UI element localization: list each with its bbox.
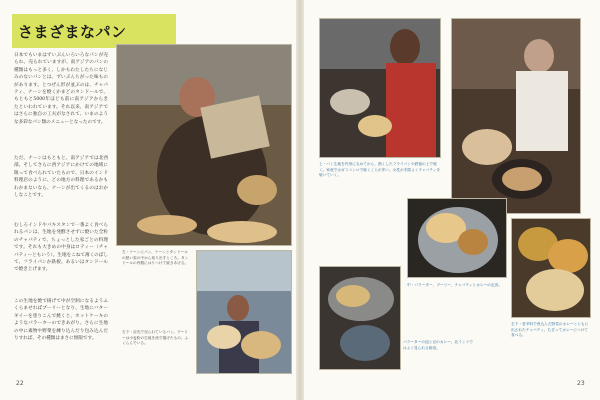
woman-cooking-photo: [319, 18, 441, 158]
body-paragraph: この生地を焼で揚げて中が空洞になるようふくらませればプーリーとなり、生地にバターギイーを塗りこんで焼くと、ホットケーキのようなパラーターのできあがり。さらに生地の中に素物や野菜を練り込んだり包み込んだりすれば、その種類はまさに無限です。: [14, 299, 108, 342]
bread-vendor-photo: [196, 250, 292, 374]
thali-plate-photo: [407, 198, 507, 278]
caption-right-mid: 中・パラーター、プーリー、チャパティとカレーの定食。: [407, 283, 503, 287]
caption-left-bottom: 左下・店先で売られているパン。プーリーは小麦粉の生地を油で揚げたもの。ふくらんでいる。: [122, 330, 189, 346]
right-page: [301, 0, 600, 400]
body-paragraph: ただ、ナーンはもともと、南アジアでは北西部、そしてさらに西アジアにかけての地域に限って食べられていたもので、日本のインド料理店のように、どの地方の料理であるかもわかまないなら、ナーンが出てくるのはおかしなことです。: [14, 156, 108, 199]
curry-chapati-photo: [511, 218, 591, 318]
left-page: [0, 0, 299, 400]
page-number-right: 23: [577, 380, 585, 387]
book-gutter: [296, 0, 304, 400]
caption-left-mid: 左・ナーンにパン、ナーンとタンドールの熱い窯の中から取り出すところ。タンドールの内側にはりつけて焼きあげる。: [122, 250, 189, 266]
caption-right-bottom: 右下・香辛料で煮込んだ野菜のカレーとともに出されたチャパティ。ちぎってカレーにつけて食べる。: [511, 322, 589, 338]
body-paragraph: むしろインドやパキスタンで一番よく食べられるパンは、生地を発酵させずに焼いた全粒のチャパティで、ちょっとした家ごとの料理です。それも大きめの中身はロティー（チャパティーともいう）。生地をこねて薄くのばして、フライパンか鉄板、あるいはタンドールで焼き上げます。: [14, 223, 108, 273]
page-title: さまざまなパン: [18, 23, 127, 41]
caption-right-top: 上・パン生地を円形に丸めてから、熱くしたフライパンや鉄板の上で焼く。家庭ではガスコンロで焼くことが多い。女性が手際よくチャパティを焼いていく。: [319, 162, 441, 178]
body-paragraph: 日本でもいまはずいぶんいろいろなパンが売られ、売られていますが、南アジアのパンの種類はもっと多く、しかもわたしたちになじみのないパンとは、ずいぶんちがった味ものがあります。とつぜん形が並ぶのは、チャパティ、ナーンを焼くかまどのタンドールで、もともと5000年ほども前に南アジアからきたといわれています。それ以来、南アジアではさらに独自の工夫がなされて、いまのような多彩なパン類のメニューとなったのです。: [14, 53, 108, 125]
caption-right-plate: パラーターの皿と豆のカレー。北インドではよく見られる朝食。: [403, 340, 473, 350]
naan-tandoor-photo: [116, 44, 292, 246]
paratha-plate-photo: [319, 266, 401, 370]
man-frying-photo: [451, 18, 581, 214]
page-number-left: 22: [16, 380, 24, 387]
